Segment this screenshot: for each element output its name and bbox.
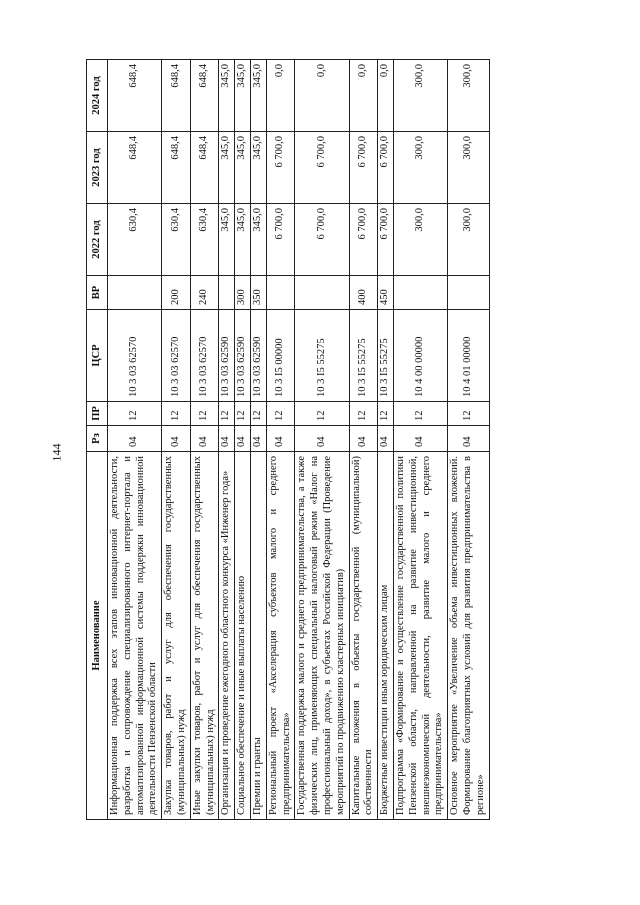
header-csr: ЦСР — [87, 310, 108, 402]
cell-rz: 04 — [393, 426, 447, 452]
table-row — [266, 60, 295, 820]
cell-csr: 10 4 01 00000 — [448, 310, 489, 402]
table-body — [108, 60, 490, 820]
cell-csr: 10 3 I5 55275 — [378, 310, 394, 402]
cell-2024: 300,0 — [393, 60, 447, 132]
table-row — [219, 60, 235, 820]
cell-rz: 04 — [108, 426, 162, 452]
cell-2024: 648,4 — [162, 60, 191, 132]
cell-rz: 04 — [448, 426, 489, 452]
cell-name: Премии и гранты — [250, 452, 266, 820]
table-row — [349, 60, 378, 820]
cell-2024: 648,4 — [108, 60, 162, 132]
cell-pr: 12 — [235, 402, 251, 426]
table-row — [250, 60, 266, 820]
cell-rz: 04 — [190, 426, 219, 452]
table-row — [295, 60, 349, 820]
cell-pr: 12 — [378, 402, 394, 426]
cell-2023: 6 700,0 — [295, 132, 349, 204]
cell-2023: 6 700,0 — [266, 132, 295, 204]
cell-csr: 10 3 I5 55275 — [295, 310, 349, 402]
cell-2023: 648,4 — [190, 132, 219, 204]
table-row — [448, 60, 489, 820]
cell-pr: 12 — [448, 402, 489, 426]
cell-name: Государственная поддержка малого и среднего предпринимательства, а также физических лиц, применяющих специальный налоговый режим «Налог на профессиональный доход», в субъектах Российской Федерации (Проведение мероприятий по продвижению кластерных инициатив) — [295, 452, 349, 820]
cell-csr: 10 3 03 62570 — [162, 310, 191, 402]
cell-pr: 12 — [349, 402, 378, 426]
cell-csr: 10 3 I5 55275 — [349, 310, 378, 402]
cell-rz: 04 — [295, 426, 349, 452]
header-2022: 2022 год — [87, 204, 108, 276]
cell-2022: 6 700,0 — [266, 204, 295, 276]
cell-2022: 6 700,0 — [378, 204, 394, 276]
cell-rz: 04 — [266, 426, 295, 452]
cell-name: Капитальные вложения в объекты государственной (муниципальной) собственности — [349, 452, 378, 820]
cell-name: Закупка товаров, работ и услуг для обеспечения государственных (муниципальных) нужд — [162, 452, 191, 820]
cell-pr: 12 — [162, 402, 191, 426]
table-row — [190, 60, 219, 820]
cell-rz: 04 — [219, 426, 235, 452]
cell-2024: 0,0 — [266, 60, 295, 132]
cell-2023: 300,0 — [448, 132, 489, 204]
header-name: Наименование — [87, 452, 108, 820]
cell-vr: 450 — [378, 276, 394, 310]
table-row — [162, 60, 191, 820]
cell-name: Социальное обеспечение и иные выплаты населению — [235, 452, 251, 820]
cell-name: Бюджетные инвестиции иным юридическим лицам — [378, 452, 394, 820]
cell-2022: 300,0 — [448, 204, 489, 276]
table-row — [378, 60, 394, 820]
cell-csr: 10 4 00 00000 — [393, 310, 447, 402]
cell-csr: 10 3 03 62590 — [219, 310, 235, 402]
cell-vr: 200 — [162, 276, 191, 310]
cell-vr: 300 — [235, 276, 251, 310]
cell-vr — [266, 276, 295, 310]
header-2024: 2024 год — [87, 60, 108, 132]
header-rz: Рз — [87, 426, 108, 452]
cell-2024: 0,0 — [378, 60, 394, 132]
cell-2023: 648,4 — [108, 132, 162, 204]
table-header-row — [87, 60, 108, 820]
cell-pr: 12 — [266, 402, 295, 426]
budget-table — [86, 59, 490, 820]
cell-2022: 300,0 — [393, 204, 447, 276]
cell-csr: 10 3 03 62570 — [190, 310, 219, 402]
cell-rz: 04 — [162, 426, 191, 452]
cell-csr: 10 3 03 62590 — [235, 310, 251, 402]
cell-name: Основное мероприятие «Увеличение объема инвестиционных вложений. Формирование благоприятных условий для развития предпринимательства в регионе» — [448, 452, 489, 820]
cell-name: Иные закупки товаров, работ и услуг для обеспечения государственных (муниципальных) нужд — [190, 452, 219, 820]
page-number: 144 — [49, 443, 64, 462]
cell-vr: 240 — [190, 276, 219, 310]
header-pr: ПР — [87, 402, 108, 426]
cell-2024: 300,0 — [448, 60, 489, 132]
cell-rz: 04 — [349, 426, 378, 452]
cell-vr — [108, 276, 162, 310]
cell-pr: 12 — [219, 402, 235, 426]
cell-2023: 300,0 — [393, 132, 447, 204]
cell-name: Подпрограмма «Формирование и осуществление государственной политики Пензенской области, направленной на развитие инвестиционной, внешнеэкономической деятельности, развитие малого и среднего предпринимательства» — [393, 452, 447, 820]
table-row — [393, 60, 447, 820]
header-vr: ВР — [87, 276, 108, 310]
cell-2022: 630,4 — [162, 204, 191, 276]
cell-2024: 345,0 — [250, 60, 266, 132]
cell-2022: 630,4 — [108, 204, 162, 276]
cell-2022: 6 700,0 — [349, 204, 378, 276]
cell-vr: 400 — [349, 276, 378, 310]
table-row — [108, 60, 162, 820]
cell-pr: 12 — [190, 402, 219, 426]
cell-csr: 10 3 03 62570 — [108, 310, 162, 402]
cell-rz: 04 — [235, 426, 251, 452]
cell-2022: 6 700,0 — [295, 204, 349, 276]
cell-2024: 345,0 — [235, 60, 251, 132]
cell-2022: 630,4 — [190, 204, 219, 276]
table-row — [235, 60, 251, 820]
cell-pr: 12 — [250, 402, 266, 426]
cell-vr — [295, 276, 349, 310]
cell-2023: 345,0 — [235, 132, 251, 204]
cell-2023: 6 700,0 — [378, 132, 394, 204]
cell-name: Региональный проект «Акселерация субъектов малого и среднего предпринимательства» — [266, 452, 295, 820]
cell-pr: 12 — [393, 402, 447, 426]
cell-vr: 350 — [250, 276, 266, 310]
cell-vr — [448, 276, 489, 310]
cell-rz: 04 — [378, 426, 394, 452]
cell-2023: 345,0 — [219, 132, 235, 204]
header-2023: 2023 год — [87, 132, 108, 204]
cell-vr — [393, 276, 447, 310]
cell-name: Организация и проведение ежегодного областного конкурса «Инженер года» — [219, 452, 235, 820]
cell-2023: 6 700,0 — [349, 132, 378, 204]
cell-name: Информационная поддержка всех этапов инновационной деятельности, разработка и сопровождение специализированного интернет-портала и автоматизированной информационной системы поддержки инновационной деятельности Пензенской области — [108, 452, 162, 820]
cell-2022: 345,0 — [235, 204, 251, 276]
cell-2022: 345,0 — [219, 204, 235, 276]
cell-vr — [219, 276, 235, 310]
cell-2024: 345,0 — [219, 60, 235, 132]
cell-pr: 12 — [295, 402, 349, 426]
cell-2024: 0,0 — [295, 60, 349, 132]
cell-2024: 0,0 — [349, 60, 378, 132]
rotated-table-container — [86, 60, 611, 820]
cell-csr: 10 3 03 62590 — [250, 310, 266, 402]
cell-rz: 04 — [250, 426, 266, 452]
cell-2023: 345,0 — [250, 132, 266, 204]
cell-2023: 648,4 — [162, 132, 191, 204]
cell-pr: 12 — [108, 402, 162, 426]
cell-2022: 345,0 — [250, 204, 266, 276]
cell-csr: 10 3 I5 00000 — [266, 310, 295, 402]
cell-2024: 648,4 — [190, 60, 219, 132]
